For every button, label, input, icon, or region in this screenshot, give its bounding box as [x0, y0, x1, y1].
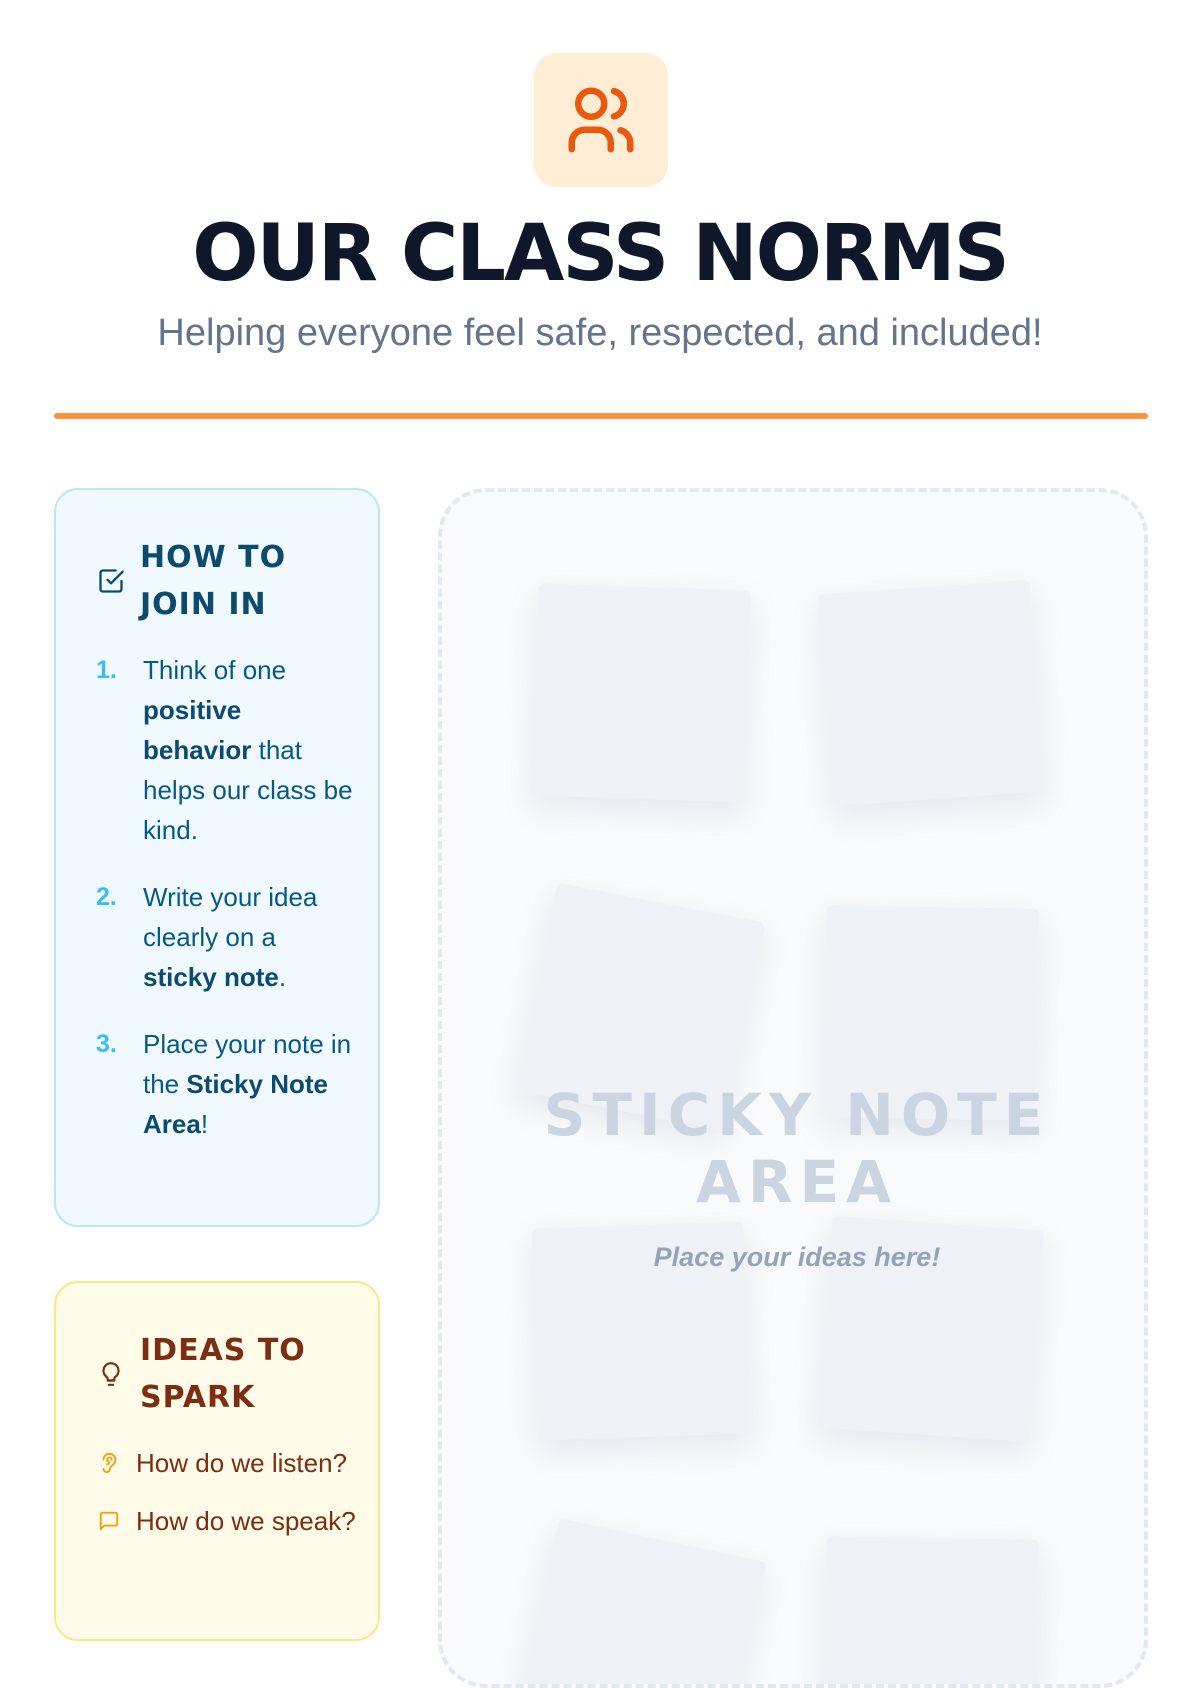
page-title: OUR CLASS NORMS [192, 209, 1008, 299]
sticky-note-placeholder [818, 580, 1044, 806]
header-icon-tile [534, 53, 668, 187]
ear-icon [96, 1450, 122, 1476]
sticky-note-placeholder [823, 1536, 1039, 1688]
ideas-title: IDEAS TO SPARK [140, 1333, 306, 1415]
step-number: 2. [96, 883, 117, 911]
sticky-note-area[interactable] [438, 488, 1148, 1688]
how-to-join-card [54, 488, 380, 1227]
step-number: 1. [96, 656, 117, 684]
idea-item [96, 1443, 366, 1483]
sticky-note-area-title: STICKY NOTE AREA [543, 1081, 1051, 1216]
idea-text: How do we speak? [136, 1506, 356, 1536]
page-subtitle: Helping everyone feel safe, respected, and included! [157, 312, 1043, 354]
step-text: Think of one positive behavior that helps our class be kind. [143, 655, 353, 845]
checkbox-icon [96, 566, 126, 596]
step-item [96, 650, 356, 850]
users-icon [562, 81, 640, 159]
ideas-to-spark-card [54, 1281, 380, 1641]
speech-bubble-icon [96, 1508, 122, 1534]
sticky-note-placeholder [531, 583, 750, 802]
step-item [96, 877, 356, 997]
ideas-list [96, 1443, 366, 1559]
step-number: 3. [96, 1030, 117, 1058]
steps-list [96, 650, 356, 1171]
header-divider [54, 413, 1148, 419]
how-to-join-title: HOW TO JOIN IN [140, 540, 287, 622]
ideas-header [96, 1327, 310, 1421]
lightbulb-icon [96, 1359, 126, 1389]
sticky-note-area-subtitle: Place your ideas here! [653, 1242, 941, 1272]
idea-text: How do we listen? [136, 1448, 347, 1478]
sticky-note-placeholder [515, 1518, 766, 1688]
idea-item [96, 1501, 366, 1541]
how-to-join-header [96, 534, 310, 628]
step-item [96, 1024, 356, 1144]
step-text: Place your note in the Sticky Note Area! [143, 1029, 352, 1139]
step-text: Write your idea clearly on a sticky note. [143, 882, 318, 992]
